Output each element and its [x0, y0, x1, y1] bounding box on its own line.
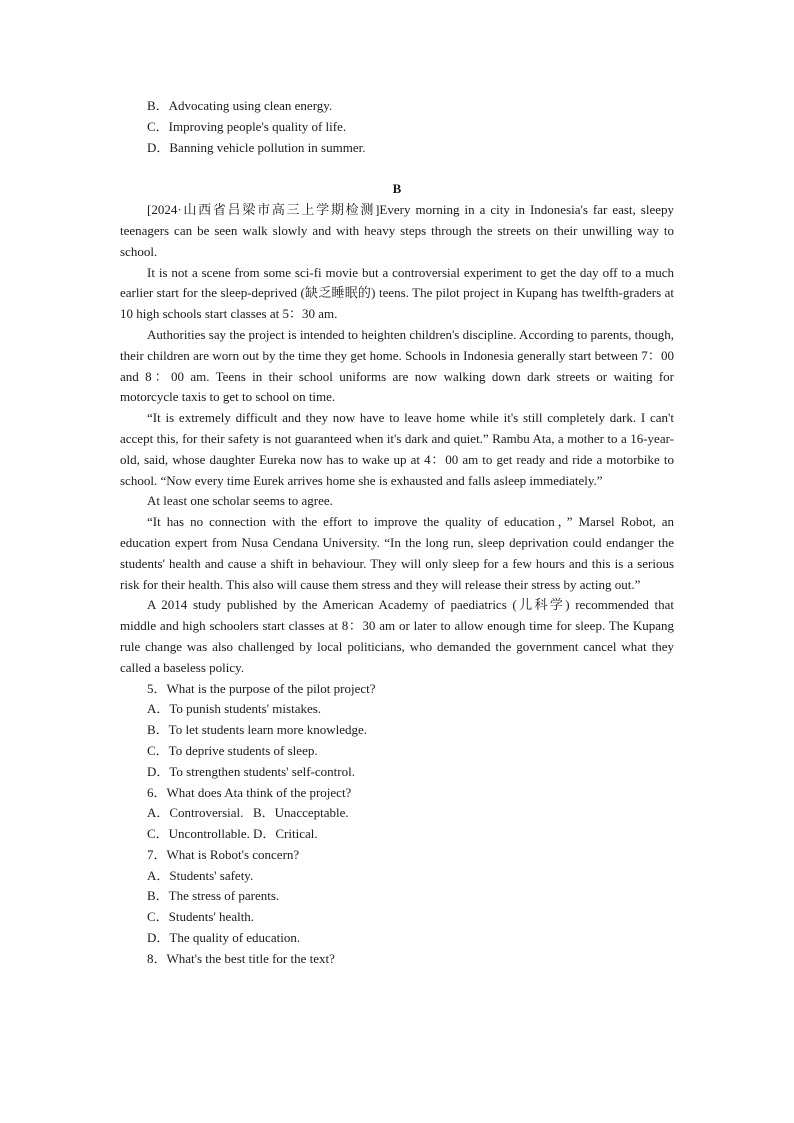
paragraph-4: “It is extremely difficult and they now have to leave home while it's still completely dark. I can't accept this, for their safety is not guaranteed when it's dark and quiet.” Rambu Ata, a mother to a 16-year-old, said, whose daughter Eureka now has to wake up at 4：00 am to get ready and ride a motorbike to school. “Now every time Eurek arrives home she is exhausted and falls asleep immediately.”	[120, 410, 674, 488]
paragraph-2: It is not a scene from some sci-fi movie but a controversial experiment to get the day off to a much earlier start for the sleep-deprived (缺乏睡眠的) teens. The pilot project in Kupang has twelfth-graders at 10 high schools start classes at 5：30 am.	[120, 264, 674, 322]
option-b-prev: B．Advocating using clean energy.	[147, 98, 333, 113]
paragraph-7: A 2014 study published by the American Academy of paediatrics (儿科学) recommended that middle and high schoolers start classes at 8：30 am or later to allow enough time for sleep. The Kupang rule change was also challenged by local politicians, who demanded the government cancel what they called a baseless policy.	[120, 597, 674, 675]
document-page	[120, 96, 674, 970]
question-5-option-b: B．To let students learn more knowledge.	[147, 722, 368, 738]
option-d-prev: D．Banning vehicle pollution in summer.	[147, 139, 366, 155]
paragraph-5: At least one scholar seems to agree.	[147, 493, 333, 509]
question-7-option-c: C．Students' health.	[147, 909, 255, 925]
question-7-stem: 7．What is Robot's concern?	[147, 846, 300, 862]
question-8-stem: 8．What's the best title for the text?	[147, 950, 335, 966]
paragraph-6: “It has no connection with the effort to improve the quality of education，” Marsel Robot, an education expert from Nusa Cendana University. “In the long run, sleep deprivation could endanger the students' health and cause a shift in behaviour. They will only sleep for a few hours and this is a serious risk for their health. This also will cause them stress and they will release their stress by acting out.”	[120, 514, 674, 592]
question-6-option-a: A．Controversial.	[147, 805, 244, 821]
question-6-row-1	[120, 803, 674, 824]
question-5-stem: 5．What is the purpose of the pilot project?	[147, 680, 376, 696]
question-6-option-b: B．Unacceptable.	[253, 805, 349, 821]
option-c-prev: C．Improving people's quality of life.	[147, 118, 347, 134]
question-5-option-c: C．To deprive students of sleep.	[147, 742, 318, 758]
paragraph-3: Authorities say the project is intended to heighten children's discipline. According to parents, though, their children are worn out by the time they get home. Schools in Indonesia generally start between 7：00 and 8：00 am. Teens in their school uniforms are now walking down dark streets or waiting for motorcycle taxis to get to school on time.	[120, 326, 674, 405]
question-7-option-b: B．The stress of parents.	[147, 888, 280, 904]
question-6-row-2	[120, 824, 674, 845]
question-5-option-a: A．To punish students' mistakes.	[147, 701, 322, 717]
question-7-option-a: A．Students' safety.	[147, 867, 254, 883]
question-6-stem: 6．What does Ata think of the project?	[147, 784, 352, 800]
paragraph-1: [2024·山西省吕梁市高三上学期检测]Every morning in a city in Indonesia's far east, sleepy teenagers can be seen walk slowly and with heavy steps through the streets on their unwilling way to school.	[120, 202, 674, 259]
question-6-option-c: C．Uncontrollable.	[147, 826, 250, 842]
question-5-option-d: D．To strengthen students' self-control.	[147, 763, 355, 779]
question-6-option-d: D．Critical.	[253, 826, 318, 842]
section-heading: B	[392, 181, 402, 197]
question-7-option-d: D．The quality of education.	[147, 930, 301, 946]
